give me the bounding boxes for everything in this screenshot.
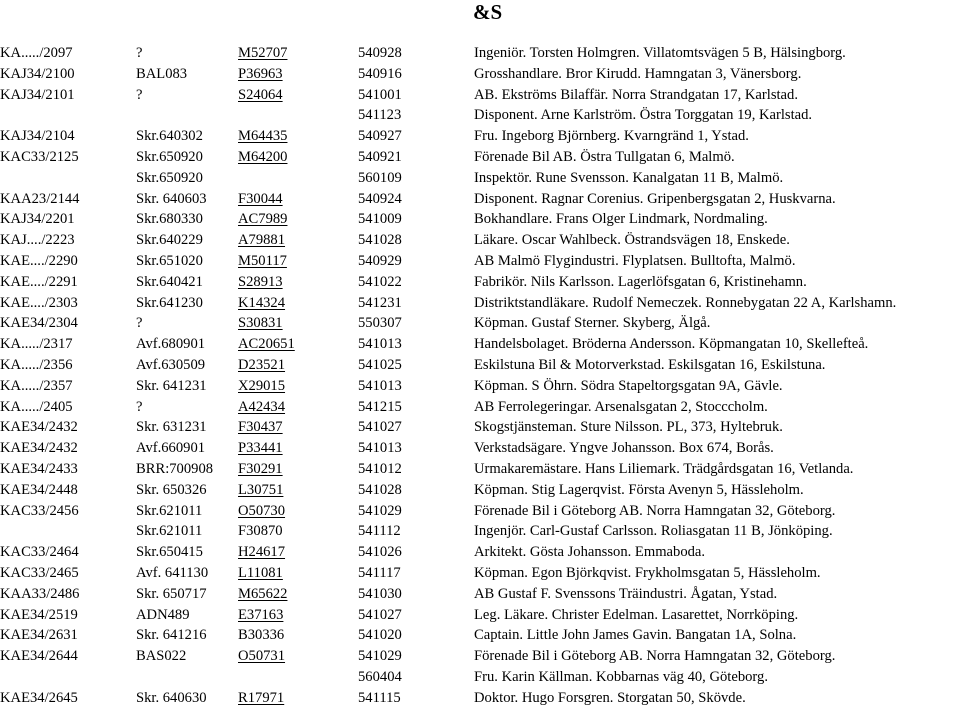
status-code: ? <box>136 315 143 332</box>
register-row <box>0 646 960 667</box>
reference-code: KAE34/2304 <box>0 315 78 332</box>
date: 541022 <box>358 273 402 290</box>
date: 541027 <box>358 419 402 436</box>
date: 540929 <box>358 252 402 269</box>
reference-code: KAC33/2125 <box>0 148 79 165</box>
reference-code: KA...../2317 <box>0 336 73 353</box>
register-row <box>0 584 960 605</box>
registration-number: M65622 <box>238 585 288 602</box>
status-code: Skr. 641216 <box>136 627 207 644</box>
register-row <box>0 501 960 522</box>
reference-code: KAE..../2290 <box>0 252 78 269</box>
registration-number: M64200 <box>238 148 288 165</box>
owner-entry: Handelsbolaget. Bröderna Andersson. Köpmangatan 10, Skellefteå. <box>474 336 869 353</box>
register-row <box>0 334 960 355</box>
date: 540924 <box>358 190 402 207</box>
reference-code: KAE..../2303 <box>0 294 78 311</box>
status-code: BAS022 <box>136 648 187 665</box>
registration-number: P33441 <box>238 440 283 457</box>
owner-entry: Köpman. S Öhrn. Södra Stapeltorgsgatan 9A, Gävle. <box>474 377 783 394</box>
status-code: Skr.640421 <box>136 273 203 290</box>
date: 541013 <box>358 440 402 457</box>
register-row <box>0 542 960 563</box>
date: 541115 <box>358 689 401 706</box>
register-row <box>0 272 960 293</box>
owner-entry: Förenade Bil i Göteborg AB. Norra Hamngatan 32, Göteborg. <box>474 502 836 519</box>
owner-entry: Inspektör. Rune Svensson. Kanalgatan 11 B, Malmö. <box>474 169 784 186</box>
date: 541001 <box>358 86 402 103</box>
status-code: Skr.621011 <box>136 502 203 519</box>
date: 560109 <box>358 169 402 186</box>
register-row <box>0 209 960 230</box>
owner-entry: Förenade Bil i Göteborg AB. Norra Hamngatan 32, Göteborg. <box>474 648 836 665</box>
owner-entry: AB. Ekströms Bilaffär. Norra Strandgatan 17, Karlstad. <box>474 86 798 103</box>
status-code: Skr.651020 <box>136 252 203 269</box>
register-row <box>0 43 960 64</box>
status-code: ? <box>136 86 143 103</box>
status-code: Skr.650920 <box>136 169 203 186</box>
owner-entry: Förenade Bil AB. Östra Tullgatan 6, Malmö. <box>474 148 735 165</box>
register-row <box>0 688 960 709</box>
reference-code: KAJ34/2100 <box>0 65 75 82</box>
registration-number: O50731 <box>238 648 286 665</box>
status-code: ? <box>136 45 143 61</box>
registration-number: S28913 <box>238 273 283 290</box>
status-code: Skr. 640603 <box>136 190 207 207</box>
status-code: Avf.660901 <box>136 440 206 457</box>
reference-code: KAC33/2456 <box>0 502 79 519</box>
reference-code: KAJ34/2104 <box>0 128 75 145</box>
register-row <box>0 480 960 501</box>
reference-code: KAE34/2432 <box>0 440 78 457</box>
date: 560404 <box>358 668 402 685</box>
date: 541013 <box>358 377 402 394</box>
owner-entry: Köpman. Egon Björkqvist. Frykholmsgatan 5, Hässleholm. <box>474 564 821 581</box>
registration-number: F30291 <box>238 460 283 477</box>
owner-entry: Fru. Karin Källman. Kobbarnas väg 40, Göteborg. <box>474 668 768 685</box>
registration-number: F30044 <box>238 190 283 207</box>
registration-number: H24617 <box>238 544 286 561</box>
registration-number: A42434 <box>238 398 286 415</box>
status-code: Skr.650920 <box>136 148 203 165</box>
reference-code: KAE34/2645 <box>0 689 78 706</box>
registration-number: S30831 <box>238 315 283 332</box>
date: 541028 <box>358 481 402 498</box>
status-code: Skr.650415 <box>136 544 203 561</box>
register-row <box>0 355 960 376</box>
registration-number: R17971 <box>238 689 285 706</box>
reference-code: KAA23/2144 <box>0 190 80 207</box>
reference-code: KAJ..../2223 <box>0 232 75 249</box>
date: 541025 <box>358 356 402 373</box>
owner-entry: Fru. Ingeborg Björnberg. Kvarngränd 1, Ystad. <box>474 128 749 145</box>
date: 540921 <box>358 148 402 165</box>
date: 541029 <box>358 648 402 665</box>
status-code: BAL083 <box>136 65 188 82</box>
registration-number: S24064 <box>238 86 283 103</box>
status-code: Skr. 650717 <box>136 585 207 602</box>
registration-number: E37163 <box>238 606 284 623</box>
date: 540928 <box>358 45 402 61</box>
reference-code: KA...../2356 <box>0 356 73 373</box>
owner-entry: Verkstadsägare. Yngve Johansson. Box 674, Borås. <box>474 440 774 457</box>
register-row <box>0 313 960 334</box>
register-row <box>0 521 960 542</box>
status-code: Skr. 640630 <box>136 689 207 706</box>
date: 541112 <box>358 523 401 540</box>
register-row <box>0 64 960 85</box>
status-code: Skr.640302 <box>136 128 203 145</box>
register-row <box>0 625 960 646</box>
register-row <box>0 376 960 397</box>
registration-number: P36963 <box>238 65 283 82</box>
registration-number: D23521 <box>238 356 286 373</box>
reference-code: KAJ34/2101 <box>0 86 75 103</box>
owner-entry: Köpman. Gustaf Sterner. Skyberg, Älgå. <box>474 315 711 332</box>
date: 541013 <box>358 336 402 353</box>
status-code: Avf.680901 <box>136 336 206 353</box>
status-code: Skr.621011 <box>136 523 203 540</box>
registration-number: L30751 <box>238 481 284 498</box>
reference-code: KA...../2405 <box>0 398 73 415</box>
reference-code: KAE34/2644 <box>0 648 78 665</box>
date: 540927 <box>358 128 402 145</box>
date: 541215 <box>358 398 402 415</box>
date: 541020 <box>358 627 402 644</box>
date: 541123 <box>358 107 402 124</box>
owner-entry: Distriktstandläkare. Rudolf Nemeczek. Ronnebygatan 22 A, Karlshamn. <box>474 294 897 311</box>
registration-number: F30437 <box>238 419 283 436</box>
register-row <box>0 438 960 459</box>
register-row <box>0 397 960 418</box>
registration-number: L11081 <box>238 564 283 581</box>
registration-number: M52707 <box>238 45 288 61</box>
register-row <box>0 563 960 584</box>
page-header: &S <box>473 0 503 24</box>
owner-entry: Läkare. Oscar Wahlbeck. Östrandsvägen 18, Enskede. <box>474 232 790 249</box>
registration-number: B30336 <box>238 627 285 644</box>
owner-entry: Arkitekt. Gösta Johansson. Emmaboda. <box>474 544 706 561</box>
reference-code: KAE34/2448 <box>0 481 78 498</box>
owner-entry: Captain. Little John James Gavin. Bangatan 1A, Solna. <box>474 627 797 644</box>
reference-code: KAE34/2433 <box>0 460 78 477</box>
date: 541026 <box>358 544 402 561</box>
date: 541231 <box>358 294 402 311</box>
status-code: Skr. 631231 <box>136 419 207 436</box>
status-code: Skr.641230 <box>136 294 203 311</box>
status-code: Avf.630509 <box>136 356 206 373</box>
register-row <box>0 105 960 126</box>
status-code: Avf. 641130 <box>136 564 209 581</box>
registration-number: A79881 <box>238 232 286 249</box>
owner-entry: Fabrikör. Nils Karlsson. Lagerlöfsgatan 6, Kristinehamn. <box>474 273 807 290</box>
status-code: ? <box>136 398 143 415</box>
reference-code: KAC33/2465 <box>0 564 79 581</box>
register-row <box>0 459 960 480</box>
register-row <box>0 251 960 272</box>
reference-code: KAE..../2291 <box>0 273 78 290</box>
register-row <box>0 85 960 106</box>
date: 541030 <box>358 585 402 602</box>
date: 541029 <box>358 502 402 519</box>
register-row <box>0 293 960 314</box>
owner-entry: Grosshandlare. Bror Kirudd. Hamngatan 3, Vänersborg. <box>474 65 802 82</box>
register-row <box>0 126 960 147</box>
registration-number: X29015 <box>238 377 286 394</box>
owner-entry: Bokhandlare. Frans Olger Lindmark, Nordmaling. <box>474 211 768 228</box>
owner-entry: Leg. Läkare. Christer Edelman. Lasarettet, Norrköping. <box>474 606 799 623</box>
date: 541028 <box>358 232 402 249</box>
owner-entry: AB Ferrolegeringar. Arsenalsgatan 2, Stocccholm. <box>474 398 768 415</box>
status-code: Skr. 650326 <box>136 481 207 498</box>
register-row <box>0 605 960 626</box>
date: 541027 <box>358 606 402 623</box>
register-list <box>0 43 960 709</box>
owner-entry: Disponent. Ragnar Corenius. Gripenbergsgatan 2, Huskvarna. <box>474 190 836 207</box>
reference-code: KAA33/2486 <box>0 585 80 602</box>
reference-code: KAE34/2631 <box>0 627 78 644</box>
status-code: BRR:700908 <box>136 460 214 477</box>
owner-entry: Skogstjänsteman. Sture Nilsson. PL, 373, Hyltebruk. <box>474 419 783 436</box>
owner-entry: Ingeniör. Torsten Holmgren. Villatomtsvägen 5 B, Hälsingborg. <box>474 45 846 61</box>
registration-number: M64435 <box>238 128 288 145</box>
reference-code: KA...../2097 <box>0 45 73 61</box>
status-code: Skr. 641231 <box>136 377 207 394</box>
date: 541117 <box>358 564 401 581</box>
register-row <box>0 230 960 251</box>
register-row <box>0 667 960 688</box>
owner-entry: Köpman. Stig Lagerqvist. Första Avenyn 5, Hässleholm. <box>474 481 804 498</box>
registration-number: AC20651 <box>238 336 295 353</box>
date: 541012 <box>358 460 402 477</box>
status-code: Skr.640229 <box>136 232 203 249</box>
reference-code: KAE34/2432 <box>0 419 78 436</box>
register-row <box>0 417 960 438</box>
register-row <box>0 168 960 189</box>
register-row <box>0 147 960 168</box>
date: 540916 <box>358 65 402 82</box>
owner-entry: Doktor. Hugo Forsgren. Storgatan 50, Skövde. <box>474 689 746 706</box>
owner-entry: Eskilstuna Bil & Motorverkstad. Eskilsgatan 16, Eskilstuna. <box>474 356 826 373</box>
registration-number: K14324 <box>238 294 286 311</box>
reference-code: KAC33/2464 <box>0 544 79 561</box>
owner-entry: AB Malmö Flygindustri. Flyplatsen. Bulltofta, Malmö. <box>474 252 796 269</box>
registration-number: F30870 <box>238 523 283 540</box>
registration-number: M50117 <box>238 252 287 269</box>
status-code: Skr.680330 <box>136 211 203 228</box>
owner-entry: Disponent. Arne Karlström. Östra Torggatan 19, Karlstad. <box>474 107 813 124</box>
date: 550307 <box>358 315 402 332</box>
reference-code: KA...../2357 <box>0 377 73 394</box>
date: 541009 <box>358 211 402 228</box>
owner-entry: AB Gustaf F. Svenssons Träindustri. Ågatan, Ystad. <box>474 585 778 602</box>
owner-entry: Ingenjör. Carl-Gustaf Carlsson. Roliasgatan 11 B, Jönköping. <box>474 523 833 540</box>
register-row <box>0 189 960 210</box>
registration-number: O50730 <box>238 502 286 519</box>
status-code: ADN489 <box>136 606 190 623</box>
reference-code: KAJ34/2201 <box>0 211 75 228</box>
owner-entry: Urmakaremästare. Hans Liliemark. Trädgårdsgatan 16, Vetlanda. <box>474 460 854 477</box>
reference-code: KAE34/2519 <box>0 606 78 623</box>
registration-number: AC7989 <box>238 211 288 228</box>
